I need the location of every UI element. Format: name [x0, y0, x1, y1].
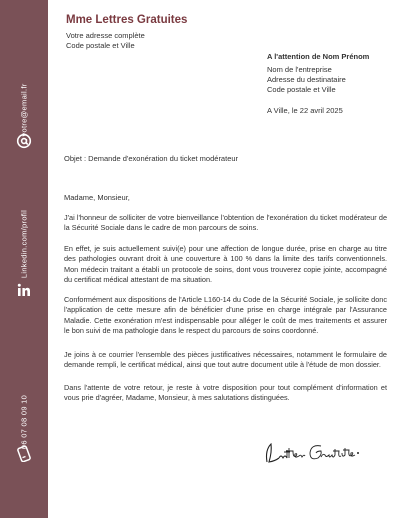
body-paragraph: En effet, je suis actuellement suivi(e) pour une affection de longue durée, prise en charge au titre des pathologies ouvrant droit à une couverture à 100 % dans la limite des tarifs conventionnels. Mon médecin traitant a établi un protocole de soins, dont vous trouverez copie jointe, accompagné du certificat médical attestant de ma situation. [64, 244, 387, 285]
sender-name: Mme Lettres Gratuites [66, 14, 188, 26]
letter-date: A Ville, le 22 avril 2025 [267, 106, 343, 115]
linkedin-text: Linkedin.com/profil [19, 209, 29, 279]
phone-text: 06 07 08 09 10 [19, 394, 29, 450]
phone-contact [0, 342, 48, 502]
recipient-attention: A l'attention de Nom Prénom [267, 52, 370, 61]
recipient-city: Code postale et Ville [267, 85, 336, 94]
at-icon [14, 131, 34, 151]
body-paragraph: Conformément aux dispositions de l'Article L160-14 du Code de la Sécurité Sociale, je sollicite donc l'application de cette mesure afin de bénéficier d'une prise en charge intégrale par l'Assurance Maladie. Cette exonération m'est indispensable pour alléger le coût de mes traitements et assurer le bon suivi de ma pathologie dans le respect du parcours de soins coordonné. [64, 295, 387, 336]
recipient-address: Adresse du destinataire [267, 75, 346, 84]
body-paragraph: J'ai l'honneur de solliciter de votre bienveillance l'obtention de l'exonération du ticket modérateur de la Sécurité Sociale dans le cadre de mon parcours de soins. [64, 213, 387, 233]
letter-salutation: Madame, Monsieur, [64, 193, 130, 202]
linkedin-contact [0, 164, 48, 324]
linkedin-icon [14, 280, 34, 300]
handwritten-signature [263, 440, 363, 466]
sender-address: Votre adresse complète [66, 31, 145, 40]
phone-icon [14, 444, 34, 464]
sender-city: Code postale et Ville [66, 41, 135, 50]
contact-sidebar [0, 0, 48, 518]
body-paragraph: Dans l'attente de votre retour, je reste à votre disposition pour tout complément d'information et vous prie d'agréer, Madame, Monsieur, à mes salutations distinguées. [64, 383, 387, 403]
letter-subject: Objet : Demande d'exonération du ticket modérateur [64, 154, 239, 163]
body-paragraph: Je joins à ce courrier l'ensemble des pièces justificatives nécessaires, notamment le formulaire de demande rempli, le certificat médical, ainsi que tout autre document utile à l'étude de mon dossier. [64, 350, 387, 370]
recipient-company: Nom de l'entreprise [267, 65, 332, 74]
email-text: votre@email.fr [19, 83, 29, 137]
